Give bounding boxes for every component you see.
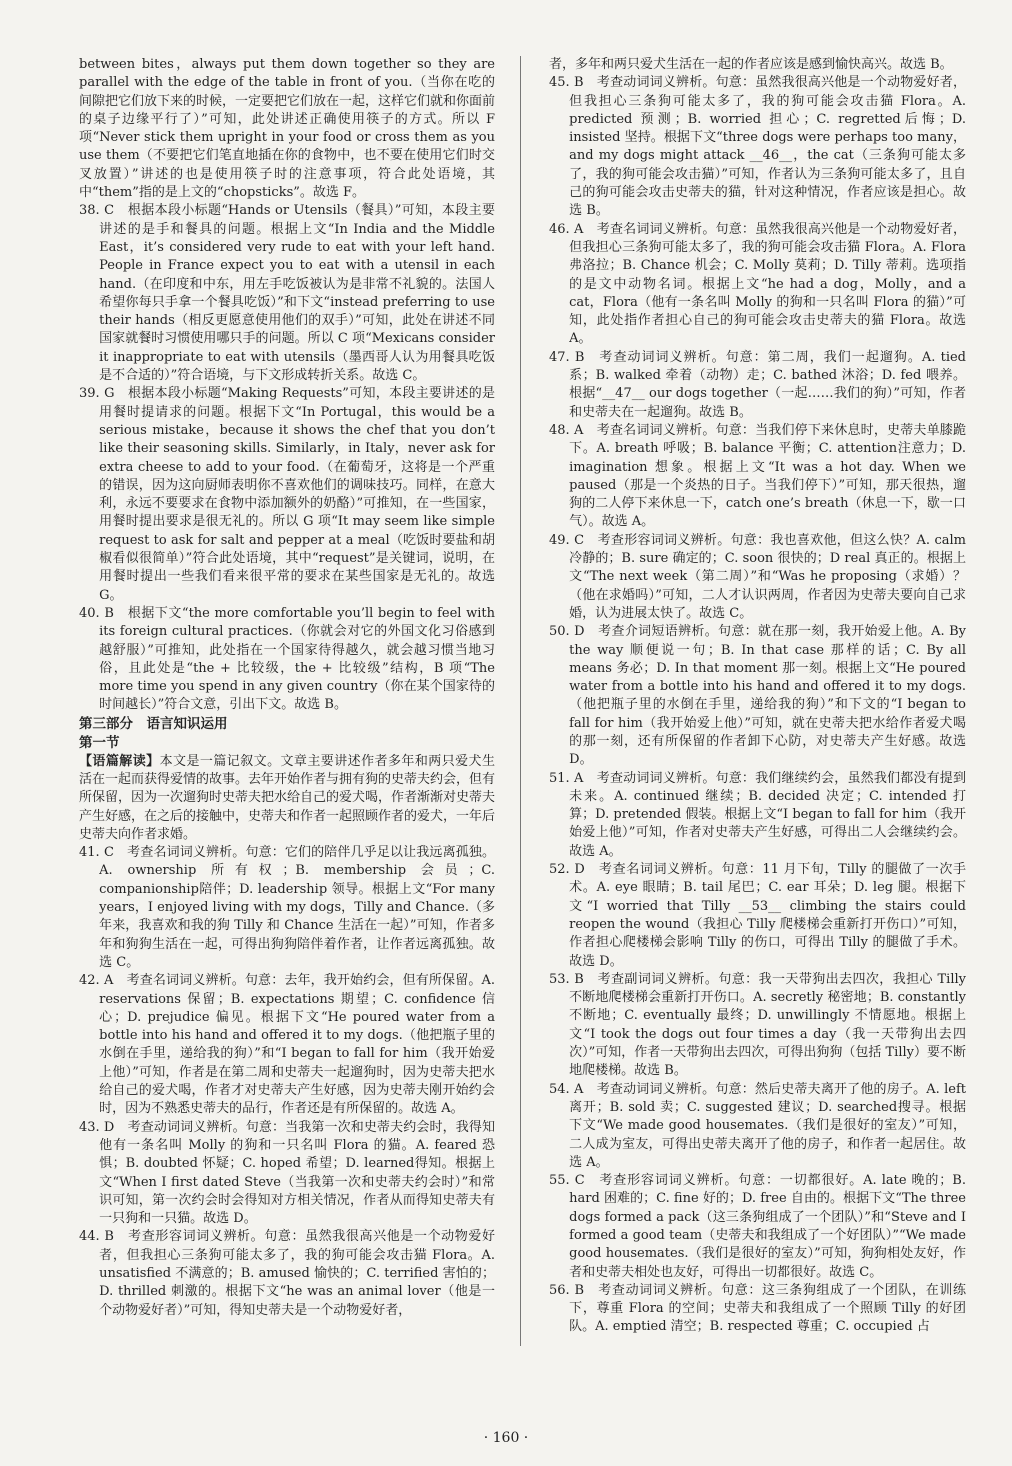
answer-56: 56. B 考查动词词义辨析。句意：这三条狗组成了一个团队，在训练下，尊重 Flora 的空间；史蒂夫和我组成了一个照顾 Tilly 的好团队。A. emptied 清空；B. respected 尊重；C. occupied 占 — [549, 1282, 966, 1335]
answer-49: 49. C 考查形容词词义辨析。句意：我也喜欢他，但这么快？A. calm 冷静的；B. sure 确定的；C. soon 很快的；D real 真正的。根据上文“The next week（第二周）”和“Was he proposing（求婚）？（他在求婚吗）”可知，二人才认识两周，作者因为史蒂夫要向自己求婚，认为进展太快了。故选 C。 — [549, 532, 966, 621]
section-title: 第三部分 语言知识运用 — [79, 715, 228, 732]
answer-41: 41. C 考查名词词义辨析。句意：它们的陪伴几乎足以让我远离孤独。A. ownership 所有权；B. membership 会员；C. companionship陪伴；D. leadership 领导。根据上文“For many years，I enjoyed living with my dogs，Tilly and Chance.（多年来，我喜欢和我的狗 Tilly 和 Chance 生活在一起）”可知，作者多年和狗狗生活在一起，可得出狗狗陪伴着作者，让作者远离孤独。故选 C。 — [79, 845, 495, 970]
answer-50: 50. D 考查介词短语辨析。句意：就在那一刻，我开始爱上他。A. By the way 顺便说一句；B. In that case 那样的话；C. By all means 务必；D. In that moment 那一刻。根据上文“He poured water from a bottle into his hand and offered it to my dogs.（他把瓶子里的水倒在手里，递给我的狗）”和下文的“I began to fall for him（我开始爱上他）”可知，就在史蒂夫把水给作者爱犬喝的那一刻，还有所保留的作者卸下心防，对史蒂夫产生好感。故选 D。 — [549, 624, 966, 768]
answer-55: 55. C 考查形容词词义辨析。句意：一切都很好。A. late 晚的；B. hard 困难的；C. fine 好的；D. free 自由的。根据下文“The three dogs formed a pack（这三条狗组成了一个团队）”和“Steve and I formed a good team（史蒂夫和我组成了一个好团队）”“We made good housemates.（我们是很好的室友）”可知，狗狗相处友好，作者和史蒂夫相处也友好，可得出一切都很好。故选 C。 — [549, 1173, 966, 1280]
answer-39-continued: between bites，always put them down together so they are parallel with the edge of the table in front of you.（当你在吃的间隙把它们放下来的时候，一定要把它们放在一起，这样它们就和你面前的桌子边缘平行了）”可知，此处讲述正确使用筷子的方式。所以 F 项“Never stick them upright in your food or cross them as you use them（不要把它们笔直地插在你的食物中，也不要在使用它们时交叉放置）”讲述的也是使用筷子时的注意事项，符合此处语境，其中“them”指的是上文的“chopsticks”。故选 F。 — [79, 57, 495, 201]
passage-summary-label: 【语篇解读】 — [79, 753, 160, 769]
answer-47: 47. B 考查动词词义辨析。句意：第二周，我们一起遛狗。A. tied 系；B. walked 牵着（动物）走；C. bathed 沐浴；D. fed 喂养。根据“__47__ our dogs together（一起……我们的狗）”可知，作者和史蒂夫在一起遛狗。故选 B。 — [549, 349, 966, 420]
answer-51: 51. A 考查动词词义辨析。句意：我们继续约会，虽然我们都没有提到未来。A. continued 继续；B. decided 决定；C. intended 打算；D. pretended 假装。根据上文“I began to fall for him（我开始爱上他）”可知，作者对史蒂夫产生好感，可得出二人会继续约会。故选 A。 — [549, 770, 966, 859]
passage-summary-text: 本文是一篇记叙文。文章主要讲述作者多年和两只爱犬生活在一起而获得爱情的故事。去年开始作者与拥有狗的史蒂夫约会，但有所保留，因为一次遛狗时史蒂夫把水给自己的爱犬喝，作者渐渐对史蒂夫产生好感，在之后的接触中，史蒂夫和作者一起照顾作者的爱犬，一年后史蒂夫向作者求婚。 — [79, 753, 495, 842]
right-column — [549, 56, 966, 1366]
page-number: · 160 · — [483, 1430, 529, 1446]
answer-44: 44. B 考查形容词词义辨析。句意：虽然我很高兴他是一个动物爱好者，但我担心三条狗可能太多了，我的狗可能会攻击猫 Flora。A. unsatisfied 不满意的；B. amused 愉快的；C. terrified 害怕的；D. thrilled 刺激的。根据下文“he was an animal lover（他是一个动物爱好者）”可知，得知史蒂夫是一个动物爱好者， — [79, 1229, 495, 1318]
passage-summary — [79, 753, 495, 844]
answer-40: 40. B 根据下文“the more comfortable you’ll begin to feel with its foreign cultural practices.（你就会对它的外国文化习俗感到越舒服）”可推知，此处指在一个国家待得越久，就会越习惯当地习俗，且此处是“the + 比较级，the + 比较级”结构，B 项“The more time you spend in any given country（你在某个国家待的时间越长）”符合文意，引出下文。故选 B。 — [79, 605, 495, 713]
column-divider — [520, 56, 521, 1346]
answer-54: 54. A 考查动词词义辨析。句意：然后史蒂夫离开了他的房子。A. left 离开；B. sold 卖；C. suggested 建议；D. searched搜寻。根据下文“We made good housemates.（我们是很好的室友）”可知，二人成为室友，可得出史蒂夫离开了他的房子，和作者一起居住。故选 A。 — [549, 1081, 966, 1170]
answer-42: 42. A 考查名词词义辨析。句意：去年，我开始约会，但有所保留。A. reservations 保留；B. expectations 期望；C. confidence 信心；D. prejudice 偏见。根据下文“He poured water from a bottle into his hand and offered it to my dogs.（他把瓶子里的水倒在手里，递给我的狗）”和“I began to fall for him（我开始爱上他）”可知，作者是在第二周和史蒂夫一起遛狗时，因为史蒂夫把水给自己的爱犬喝，作者才对史蒂夫产生好感，因为史蒂夫刚开始约会时，因为不熟悉史蒂夫的品行，作者还是有所保留的。故选 A。 — [79, 973, 495, 1117]
answer-52: 52. D 考查名词词义辨析。句意：11 月下旬，Tilly 的腿做了一次手术。A. eye 眼睛；B. tail 尾巴；C. ear 耳朵；D. leg 腿。根据下文“I worried that Tilly __53__ climbing the stairs could reopen the wound（我担心 Tilly 爬楼梯会重新打开伤口）”可知，作者担心爬楼梯会影响 Tilly 的伤口，可得出 Tilly 的腿做了手术。故选 D。 — [549, 862, 966, 969]
answer-43: 43. D 考查动词词义辨析。句意：当我第一次和史蒂夫约会时，我得知他有一条名叫 Molly 的狗和一只名叫 Flora 的猫。A. feared 恐惧；B. doubted 怀疑；C. hoped 希望；D. learned得知。根据上文“When I first dated Steve（当我第一次和史蒂夫约会时）”和常识可知，第一次约会时会得知对方相关情况，作者从而得知史蒂夫有一只狗和一只猫。故选 D。 — [79, 1119, 495, 1227]
answer-44-continued: 者，多年和两只爱犬生活在一起的作者应该是感到愉快高兴。故选 B。 — [549, 57, 953, 72]
answer-38: 38. C 根据本段小标题“Hands or Utensils（餐具）”可知，本段主要讲述的是手和餐具的问题。根据上文“In India and the Middle East，it’s considered very rude to eat with your left hand. People in France expect you to eat with a utensil in each hand.（在印度和中东，用左手吃饭被认为是非常不礼貌的。法国人希望你每只手拿一个餐具吃饭）”和下文“instead preferring to use their hands（相反更愿意使用他们的双手）”可知，此处在讲述不同国家就餐时习惯使用哪只手的问题。所以 C 项“Mexicans consider it inappropriate to eat with utensils（墨西哥人认为用餐具吃饭是不合适的）”符合语境，与下文形成转折关系。故选 C。 — [79, 203, 495, 384]
answer-46: 46. A 考查名词词义辨析。句意：虽然我很高兴他是一个动物爱好者，但我担心三条狗可能太多了，我的狗可能会攻击猫 Flora。A. Flora 弗洛拉；B. Chance 机会；C. Molly 莫莉；D. Tilly 蒂莉。选项指的是文中动物名词。根据上文“he had a dog，Molly，and a cat，Flora（他有一条名叫 Molly 的狗和一只名叫 Flora 的猫）”可知，此处指作者担心自己的狗可能会攻击史蒂夫的猫 Flora。故选 A。 — [549, 221, 966, 347]
answer-48: 48. A 考查名词词义辨析。句意：当我们停下来休息时，史蒂夫单膝跪下。A. breath 呼吸；B. balance 平衡；C. attention注意力；D. imagination 想象。根据上文“It was a hot day. When we paused（那是一个炎热的日子。当我们停下）”可知，那天很热，遛狗的二人停下来休息一下，catch one’s breath（休息一下，歇一口气）。故选 A。 — [549, 422, 966, 530]
subsection-title: 第一节 — [79, 734, 120, 751]
answer-39: 39. G 根据本段小标题“Making Requests”可知，本段主要讲述的是用餐时提请求的问题。根据下文“In Portugal，this would be a serious mistake，because it shows the chef that you don’t like their seasoning skills. Similarly，in Italy，never ask for extra cheese to add to your food.（在葡萄牙，这将是一个严重的错误，因为这向厨师表明你不喜欢他们的调味技巧。同样，在意大利，永远不要要求在食物中添加额外的奶酪）”可推知，在一些国家，用餐时提出要求是很无礼的。所以 G 项“It may seem like simple request to ask for salt and pepper at a meal（吃饭时要盐和胡椒看似很简单）”符合此处语境，其中“request”是关键词，说明，在用餐时提出一些我们看来很平常的要求在某些国家是无礼的。故选 G。 — [79, 386, 495, 603]
answer-45: 45. B 考查动词词义辨析。句意：虽然我很高兴他是一个动物爱好者，但我担心三条狗可能太多了，我的狗可能会攻击猫 Flora。A. predicted 预测；B. worried 担心；C. regretted后悔；D. insisted 坚持。根据下文“three dogs were perhaps too many，and my dogs might attack __46__，the cat（三条狗可能太多了，我的狗可能会攻击猫）”可知，作者认为三条狗可能太多了，且自己的狗可能会攻击史蒂夫的猫，针对这种情况，作者应该是担心。故选 B。 — [549, 75, 966, 219]
answer-53: 53. B 考查副词词义辨析。句意：我一天带狗出去四次，我担心 Tilly 不断地爬楼梯会重新打开伤口。A. secretly 秘密地；B. constantly 不断地；C. eventually 最终；D. unwillingly 不情愿地。根据上文“I took the dogs out four times a day（我一天带狗出去四次）”可知，作者一天带狗出去四次，可得出狗狗（包括 Tilly）要不断地爬楼梯。故选 B。 — [549, 971, 966, 1079]
left-column — [79, 56, 495, 1366]
